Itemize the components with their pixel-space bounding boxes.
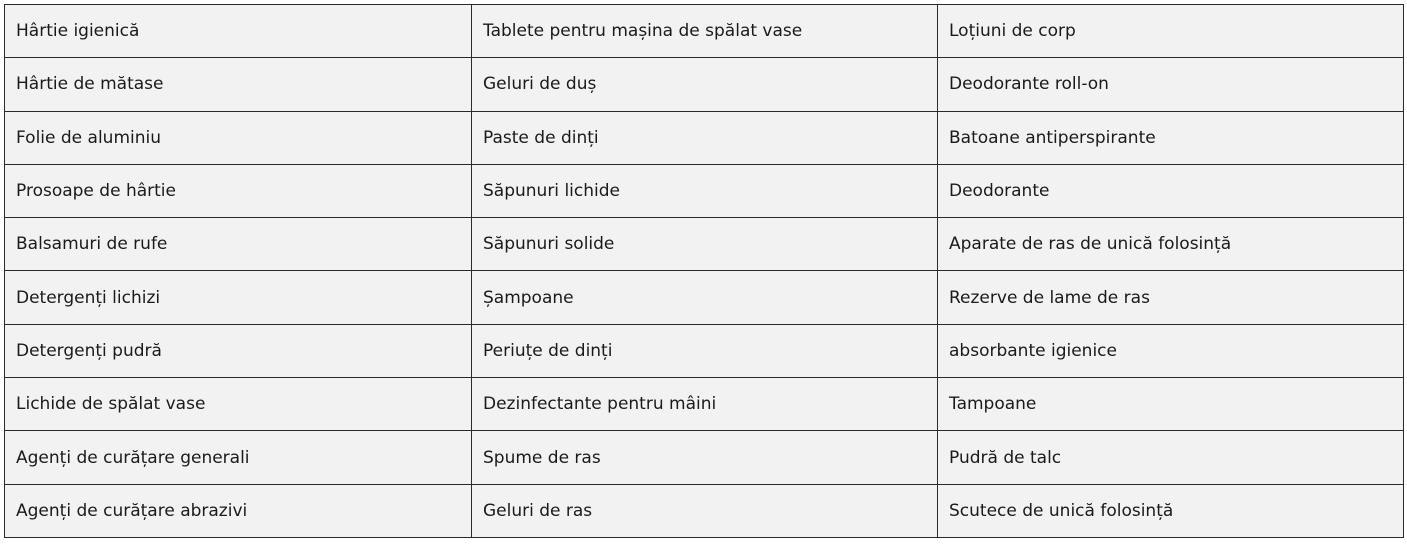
table-cell: Tablete pentru mașina de spălat vase <box>472 5 938 58</box>
table-row <box>5 5 1404 58</box>
table-cell: Balsamuri de rufe <box>5 218 472 271</box>
table-cell: Săpunuri lichide <box>472 164 938 217</box>
table-cell: Batoane antiperspirante <box>938 111 1404 164</box>
table-cell: Săpunuri solide <box>472 218 938 271</box>
table-cell: Scutece de unică folosință <box>938 484 1404 537</box>
table-cell: Deodorante roll-on <box>938 58 1404 111</box>
table-cell: Periuțe de dinți <box>472 324 938 377</box>
table-cell: Paste de dinți <box>472 111 938 164</box>
table-row <box>5 111 1404 164</box>
table-row <box>5 378 1404 431</box>
table-cell: Spume de ras <box>472 431 938 484</box>
product-table <box>4 4 1404 538</box>
table-cell: Tampoane <box>938 378 1404 431</box>
table-cell: Hârtie igienică <box>5 5 472 58</box>
table-cell: Șampoane <box>472 271 938 324</box>
product-table-container <box>4 4 1403 547</box>
table-cell: Detergenți pudră <box>5 324 472 377</box>
table-cell: Aparate de ras de unică folosință <box>938 218 1404 271</box>
table-row <box>5 58 1404 111</box>
table-row <box>5 431 1404 484</box>
table-cell: Hârtie de mătase <box>5 58 472 111</box>
table-cell: Geluri de ras <box>472 484 938 537</box>
table-cell: Detergenți lichizi <box>5 271 472 324</box>
table-cell: Folie de aluminiu <box>5 111 472 164</box>
table-row <box>5 164 1404 217</box>
table-cell: Lichide de spălat vase <box>5 378 472 431</box>
table-cell: absorbante igienice <box>938 324 1404 377</box>
table-cell: Rezerve de lame de ras <box>938 271 1404 324</box>
table-cell: Dezinfectante pentru mâini <box>472 378 938 431</box>
table-cell: Loțiuni de corp <box>938 5 1404 58</box>
table-cell: Geluri de duș <box>472 58 938 111</box>
table-cell: Prosoape de hârtie <box>5 164 472 217</box>
table-cell: Agenți de curățare generali <box>5 431 472 484</box>
table-row <box>5 218 1404 271</box>
table-cell: Deodorante <box>938 164 1404 217</box>
table-cell: Pudră de talc <box>938 431 1404 484</box>
table-row <box>5 271 1404 324</box>
table-cell: Agenți de curățare abrazivi <box>5 484 472 537</box>
table-row <box>5 484 1404 537</box>
table-row <box>5 324 1404 377</box>
